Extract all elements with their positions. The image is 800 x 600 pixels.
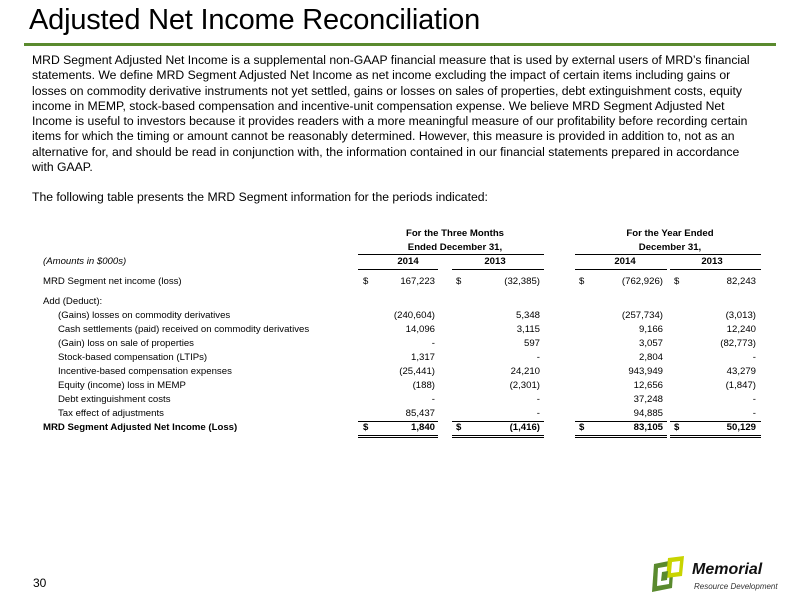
cell-value: - bbox=[536, 394, 540, 405]
cell-value: 9,166 bbox=[638, 324, 663, 335]
total-double-rule-4b bbox=[670, 437, 761, 438]
dollar-sign: $ bbox=[579, 422, 585, 433]
cell-value: 2,804 bbox=[638, 352, 663, 363]
cell-value: - bbox=[752, 408, 756, 419]
total-double-rule-1a bbox=[358, 435, 438, 436]
row-label: Debt extinguishment costs bbox=[58, 394, 171, 405]
years-rule-1 bbox=[358, 269, 438, 270]
table-row-net-income bbox=[40, 276, 770, 290]
logo-subtitle: Resource Development bbox=[694, 582, 778, 591]
cell-value: (257,734) bbox=[621, 310, 663, 321]
dollar-sign: $ bbox=[674, 422, 680, 433]
cell-value: 50,129 bbox=[726, 422, 756, 433]
cell-value: 83,105 bbox=[633, 422, 663, 433]
add-deduct-label: Add (Deduct): bbox=[43, 296, 103, 307]
cell-value: 85,437 bbox=[405, 408, 435, 419]
page-number: 30 bbox=[33, 576, 47, 590]
cell-value: 3,115 bbox=[516, 324, 540, 335]
dollar-sign: $ bbox=[456, 276, 462, 287]
total-double-rule-3b bbox=[575, 437, 667, 438]
dollar-sign: $ bbox=[674, 276, 680, 287]
cell-value: 5,348 bbox=[515, 310, 540, 321]
cell-value: (32,385) bbox=[504, 276, 540, 287]
logo-name: Memorial bbox=[692, 561, 763, 578]
company-logo bbox=[648, 556, 788, 596]
header-three-months-rule bbox=[358, 254, 544, 255]
total-double-rule-2a bbox=[452, 435, 544, 436]
table-row bbox=[40, 394, 770, 408]
row-label: (Gains) losses on commodity derivatives bbox=[58, 310, 231, 321]
intro-text bbox=[32, 53, 764, 206]
header-year-rule bbox=[575, 254, 761, 255]
cell-value: 14,096 bbox=[405, 324, 435, 335]
total-double-rule-2b bbox=[452, 437, 544, 438]
cell-value: (82,773) bbox=[720, 338, 756, 349]
dollar-sign: $ bbox=[363, 422, 369, 433]
table-row bbox=[40, 310, 770, 324]
cell-value: 12,656 bbox=[633, 380, 663, 391]
row-label: (Gain) loss on sale of properties bbox=[58, 338, 194, 349]
header-year-line2: December 31, bbox=[638, 242, 702, 253]
cell-value: 597 bbox=[523, 338, 540, 349]
cell-value: 3,057 bbox=[638, 338, 663, 349]
intro-paragraph-1: MRD Segment Adjusted Net Income is a supplemental non-GAAP financial measure that is used by external users of MRD’s financial statements. We define MRD Segment Adjusted Net Income as net income excluding the impact of certain items including gains or losses on commodity derivative instruments not yet settled, gains or losses on sales of properties, debt extinguishment costs, equity income in MEMP, stock-based compensation and incentive-unit compensation expense. We believe MRD Segment Adjusted Net Income is useful to investors because it provides readers with a more meaningful measure of our profitability before recording certain items for which the timing or amount cannot be reasonably determined. However, this measure is provided in addition to, not as an alternative for, and should be read in conjunction with, the information contained in our financial statements prepared in accordance with GAAP. bbox=[32, 53, 750, 175]
cell-value: (1,847) bbox=[725, 380, 756, 391]
row-label: Tax effect of adjustments bbox=[58, 408, 164, 419]
year-col-3: 2014 bbox=[614, 256, 636, 267]
dollar-sign: $ bbox=[579, 276, 585, 287]
year-col-1: 2014 bbox=[397, 256, 419, 267]
amounts-label: (Amounts in $000s) bbox=[43, 256, 127, 267]
cell-value: (188) bbox=[412, 380, 435, 391]
cell-value: 1,840 bbox=[410, 422, 435, 433]
total-double-rule-4a bbox=[670, 435, 761, 436]
cell-value: 43,279 bbox=[726, 366, 756, 377]
row-label: Equity (income) loss in MEMP bbox=[58, 380, 186, 391]
row-label: Cash settlements (paid) received on commodity derivatives bbox=[58, 324, 310, 335]
year-col-2: 2013 bbox=[484, 256, 506, 267]
intro-paragraph-2: The following table presents the MRD Segment information for the periods indicated: bbox=[32, 190, 488, 205]
cell-value: - bbox=[536, 352, 540, 363]
row-label: MRD Segment Adjusted Net Income (Loss) bbox=[43, 422, 238, 433]
total-double-rule-1b bbox=[358, 437, 438, 438]
header-year-line1: For the Year Ended bbox=[626, 228, 714, 239]
year-col-4: 2013 bbox=[701, 256, 723, 267]
cell-value: 94,885 bbox=[633, 408, 663, 419]
table-row bbox=[40, 380, 770, 394]
row-label: Stock-based compensation (LTIPs) bbox=[58, 352, 208, 363]
cell-value: - bbox=[431, 338, 435, 349]
row-label: MRD Segment net income (loss) bbox=[43, 276, 182, 287]
row-label: Incentive-based compensation expenses bbox=[58, 366, 232, 377]
total-double-rule-3a bbox=[575, 435, 667, 436]
table-row bbox=[40, 338, 770, 352]
cell-value: (25,441) bbox=[399, 366, 435, 377]
years-rule-2 bbox=[452, 269, 544, 270]
cell-value: 943,949 bbox=[628, 366, 663, 377]
years-rule-4 bbox=[670, 269, 761, 270]
dollar-sign: $ bbox=[456, 422, 462, 433]
header-three-months-line1: For the Three Months bbox=[405, 228, 505, 239]
cell-value: (240,604) bbox=[393, 310, 435, 321]
cell-value: 12,240 bbox=[726, 324, 756, 335]
table-row bbox=[40, 352, 770, 366]
title-rule bbox=[24, 43, 776, 46]
cell-value: 1,317 bbox=[410, 352, 435, 363]
logo-mark-icon bbox=[648, 556, 688, 594]
cell-value: - bbox=[752, 352, 756, 363]
cell-value: - bbox=[752, 394, 756, 405]
table-row-total bbox=[40, 422, 770, 436]
cell-value: - bbox=[431, 394, 435, 405]
table-row bbox=[40, 366, 770, 380]
cell-value: 82,243 bbox=[726, 276, 756, 287]
dollar-sign: $ bbox=[363, 276, 369, 287]
table-row bbox=[40, 408, 770, 422]
cell-value: (762,926) bbox=[621, 276, 663, 287]
years-rule-3 bbox=[575, 269, 667, 270]
cell-value: (3,013) bbox=[725, 310, 756, 321]
page-title: Adjusted Net Income Reconciliation bbox=[29, 4, 480, 36]
cell-value: 24,210 bbox=[510, 366, 540, 377]
cell-value: (1,416) bbox=[509, 422, 540, 433]
cell-value: 167,223 bbox=[400, 276, 435, 287]
cell-value: 37,248 bbox=[633, 394, 663, 405]
table-row bbox=[40, 324, 770, 338]
header-three-months-line2: Ended December 31, bbox=[407, 242, 503, 253]
cell-value: - bbox=[536, 408, 540, 419]
cell-value: (2,301) bbox=[509, 380, 540, 391]
